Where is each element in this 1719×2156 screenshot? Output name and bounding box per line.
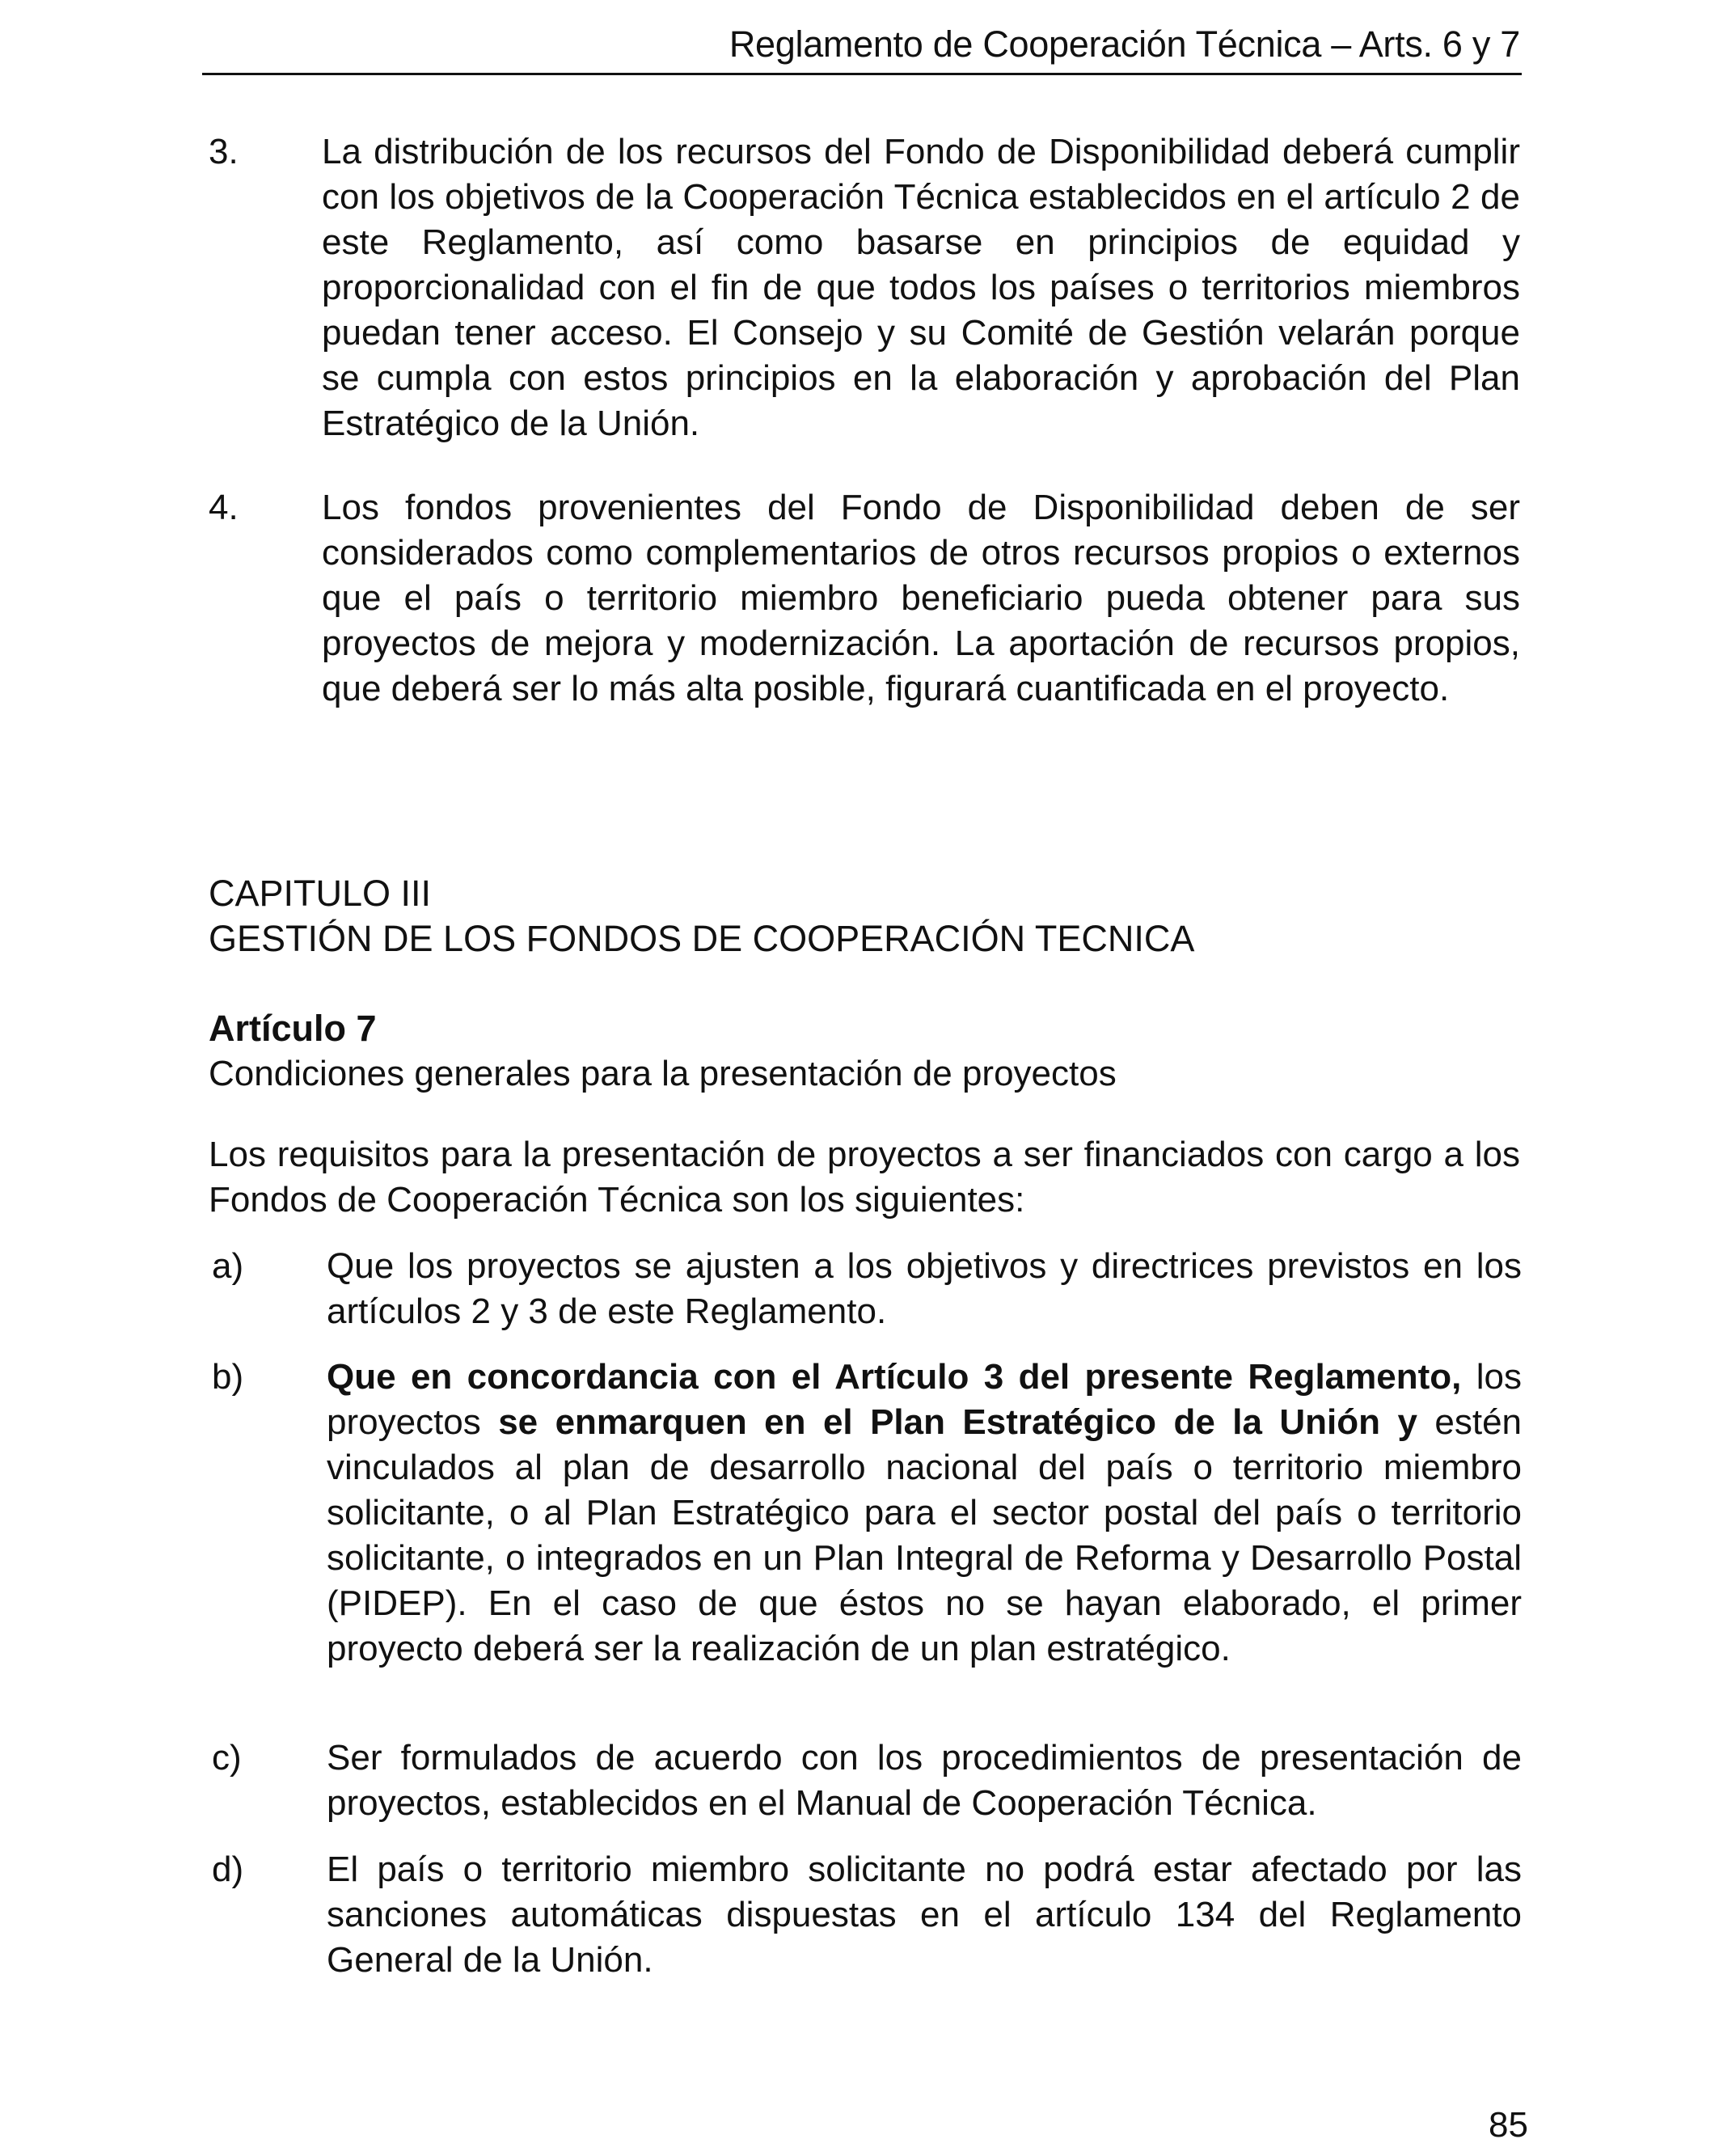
item-c-text: Ser formulados de acuerdo con los procedimientos de presentación de proyectos, establecidos en el Manual de Cooperación Técnica. — [327, 1738, 1522, 1823]
item-c-marker: c) — [212, 1738, 242, 1778]
item-d-text: El país o territorio miembro solicitante no podrá estar afectado por las sanciones automáticas dispuestas en el artículo 134 del Reglamento General de la Unión. — [327, 1850, 1522, 1980]
item-d-marker: d) — [212, 1850, 244, 1889]
item-b-plain-1: los proyectos — [327, 1357, 1522, 1442]
header-rule — [202, 73, 1522, 75]
running-header: Reglamento de Cooperación Técnica – Arts. 6 y 7 — [729, 23, 1520, 65]
item-3-marker: 3. — [209, 132, 239, 171]
item-a-text: Que los proyectos se ajusten a los objetivos y directrices previstos en los artículos 2 y 3 de este Reglamento. — [327, 1246, 1522, 1331]
item-4-marker: 4. — [209, 488, 239, 527]
item-b-bold-2: se enmarquen en el Plan Estratégico de la Unión y — [498, 1402, 1417, 1442]
article-7-intro: Los requisitos para la presentación de proyectos a ser financiados con cargo a los Fondos de Cooperación Técnica son los siguientes: — [209, 1135, 1520, 1220]
item-b-text — [327, 1355, 1522, 1672]
item-4-text: Los fondos provenientes del Fondo de Disponibilidad deben de ser considerados como complementarios de otros recursos propios o externos que el país o territorio miembro beneficiario pueda obtener para sus proyectos de mejora y modernización. La aportación de recursos propios, que deberá ser lo más alta posible, figurará cuantificada en el proyecto. — [322, 488, 1520, 708]
item-b-bold-1: Que en concordancia con el Artículo 3 del presente Reglamento, — [327, 1357, 1462, 1397]
item-a-marker: a) — [212, 1246, 244, 1286]
chapter-number: CAPITULO III — [209, 873, 432, 914]
item-b-plain-2: estén vinculados al plan de desarrollo nacional del país o territorio miembro solicitante, o al Plan Estratégico para el sector postal del país o territorio solicitante, o integrados en un Plan Integral de Reforma y Desarrollo Postal (PIDEP). En el caso de que éstos no se hayan elaborado, el primer proyecto deberá ser la realización de un plan estratégico. — [327, 1402, 1523, 1668]
page-number: 85 — [1489, 2105, 1528, 2145]
article-7-subtitle: Condiciones generales para la presentación de proyectos — [209, 1054, 1117, 1093]
item-3-text: La distribución de los recursos del Fondo de Disponibilidad deberá cumplir con los objetivos de la Cooperación Técnica establecidos en el artículo 2 de este Reglamento, así como basarse en principios de equidad y proporcionalidad con el fin de que todos los países o territorios miembros puedan tener acceso. El Consejo y su Comité de Gestión velarán porque se cumpla con estos principios en la elaboración y aprobación del Plan Estratégico de la Unión. — [322, 132, 1520, 443]
chapter-title: GESTIÓN DE LOS FONDOS DE COOPERACIÓN TECNICA — [209, 918, 1195, 959]
article-7-title: Artículo 7 — [209, 1008, 377, 1049]
item-b-marker: b) — [212, 1357, 244, 1397]
